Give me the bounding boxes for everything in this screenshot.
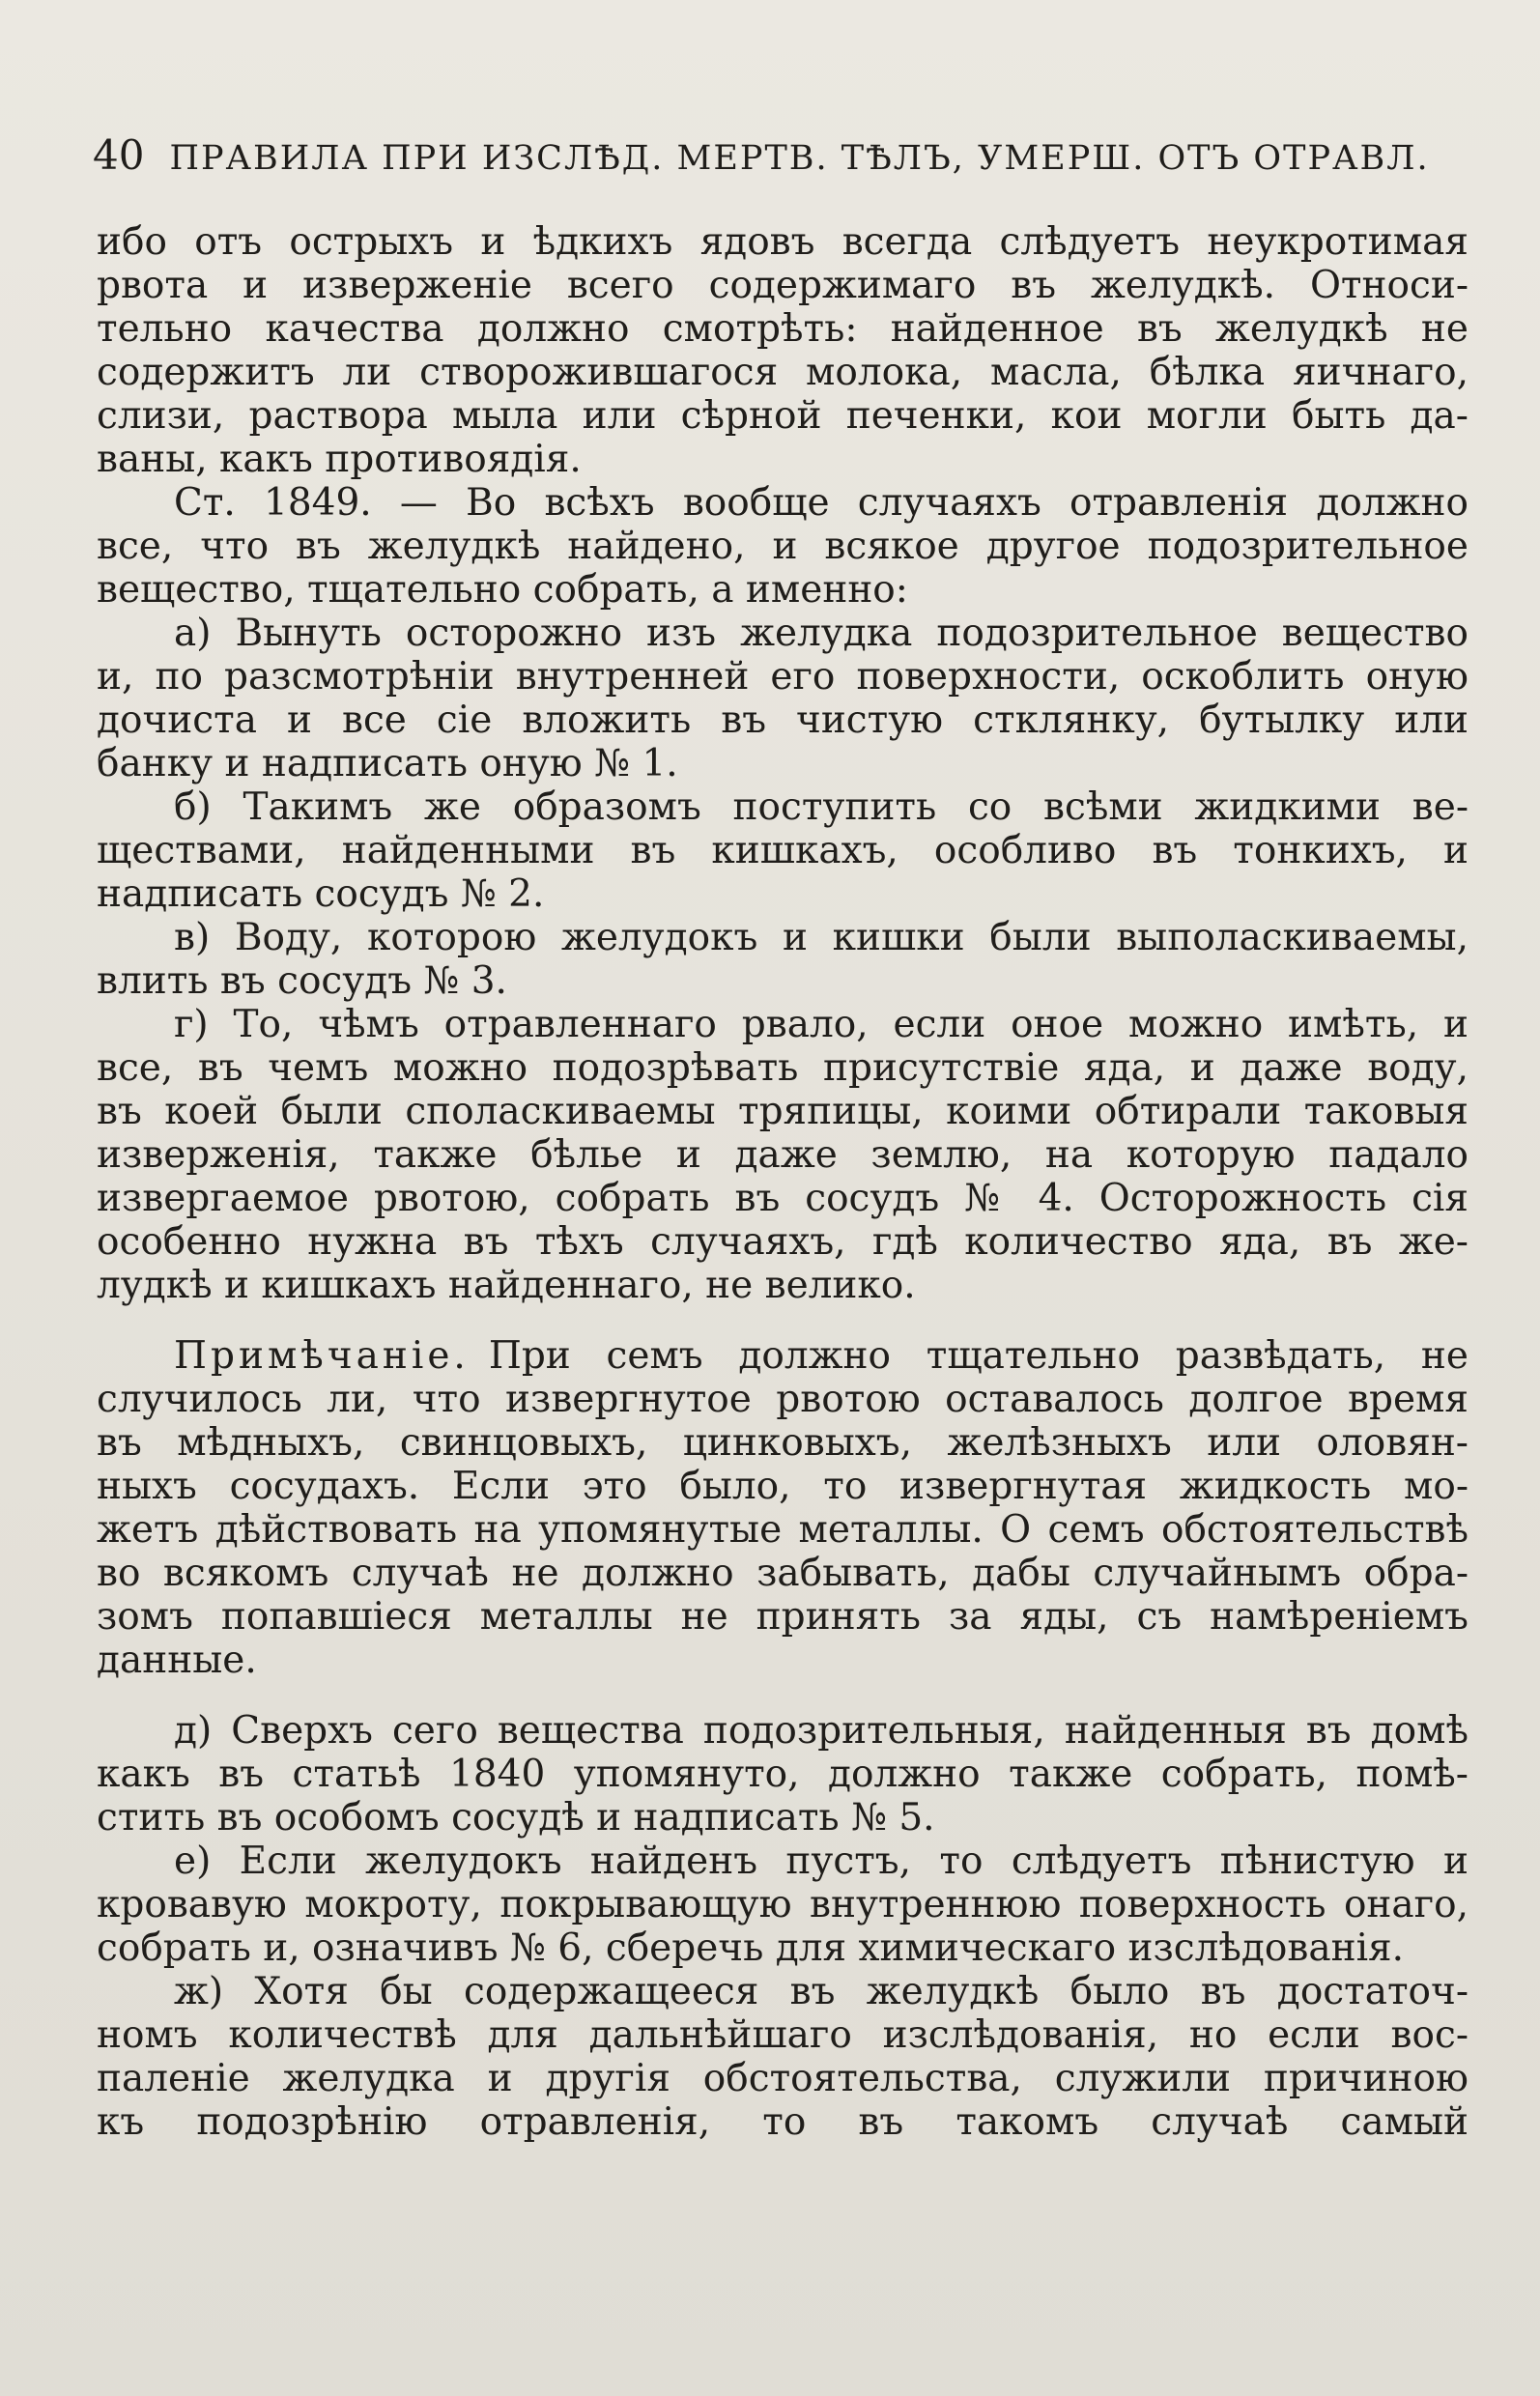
page-number: 40 — [93, 131, 145, 179]
text-line: г) То, чѣмъ отравленнаго рвало, если оное можно имѣть, и — [174, 1003, 1469, 1046]
text-line: б) Такимъ же образомъ поступить со всѣми жидкими ве- — [174, 785, 1469, 829]
text-line: дочиста и все сіе вложить въ чистую стклянку, бутылку или — [97, 699, 1469, 742]
text-line: слизи, раствора мыла или сѣрной печенки, кои могли быть да- — [97, 394, 1469, 438]
text-line: все, что въ желудкѣ найдено, и всякое другое подозрительное — [97, 525, 1469, 568]
text-line: все, въ чемъ можно подозрѣвать присутствіе яда, и даже воду, — [97, 1046, 1469, 1090]
text-line: а) Вынуть осторожно изъ желудка подозрительное вещество — [174, 612, 1469, 655]
text-line: рвота и изверженіе всего содержимаго въ желудкѣ. Относи- — [97, 264, 1469, 307]
text-line: ж) Хотя бы содержащееся въ желудкѣ было въ достаточ- — [174, 1970, 1469, 2013]
text-line: собрать и, означивъ № 6, сберечь для химическаго изслѣдованія. — [97, 1926, 1405, 1970]
note-line: случилось ли, что извергнутое рвотою оставалось долгое время — [97, 1378, 1469, 1421]
note-line: зомъ попавшіеся металлы не принять за яды, съ намѣреніемъ — [97, 1595, 1469, 1639]
text-line: изверженія, также бѣлье и даже землю, на которую падало — [97, 1133, 1469, 1177]
spacer — [97, 1682, 1469, 1709]
text-line: особенно нужна въ тѣхъ случаяхъ, гдѣ количество яда, въ же- — [97, 1220, 1469, 1264]
note-line: въ мѣдныхъ, свинцовыхъ, цинковыхъ, желѣзныхъ или оловян- — [97, 1421, 1469, 1465]
text-line: и, по разсмотрѣніи внутренней его поверхности, оскоблить оную — [97, 655, 1469, 699]
note-line: При семъ должно тщательно развѣдать, не — [488, 1334, 1469, 1378]
text-line: въ коей были споласкиваемы тряпицы, коими обтирали таковыя — [97, 1090, 1469, 1133]
text-line: лудкѣ и кишкахъ найденнаго, не велико. — [97, 1264, 916, 1307]
running-title: ПРАВИЛА ПРИ ИЗСЛѢД. МЕРТВ. ТѢЛЪ, УМЕРШ. ОТЪ ОТРАВЛ. — [169, 139, 1430, 178]
note-line: ныхъ сосудахъ. Если это было, то извергнутая жидкость мо- — [97, 1465, 1469, 1508]
text-line: ваны, какъ противоядія. — [97, 438, 582, 481]
text-line: надписать сосудъ № 2. — [97, 872, 545, 916]
text-line: кровавую мокроту, покрывающую внутреннюю поверхность онаго, — [97, 1883, 1469, 1926]
note-line: данные. — [97, 1639, 257, 1682]
text-line: ществами, найденными въ кишкахъ, особливо въ тонкихъ, и — [97, 829, 1469, 872]
text-line: банку и надписать оную № 1. — [97, 742, 678, 785]
text-line: в) Воду, которою желудокъ и кишки были выполаскиваемы, — [174, 916, 1469, 959]
text-line: къ подозрѣнію отравленія, то въ такомъ случаѣ самый — [97, 2100, 1469, 2144]
text-line: стить въ особомъ сосудѣ и надписать № 5. — [97, 1796, 935, 1840]
text-line: вещество, тщательно собрать, а именно: — [97, 568, 908, 612]
text-line: ибо отъ острыхъ и ѣдкихъ ядовъ всегда слѣдуетъ неукротимая — [97, 220, 1469, 264]
note-first-line — [97, 1334, 1469, 1378]
note-label: Примѣчаніе. — [174, 1334, 470, 1378]
body-text — [97, 220, 1469, 2144]
text-line: влить въ сосудъ № 3. — [97, 959, 507, 1003]
text-line: е) Если желудокъ найденъ пустъ, то слѣдуетъ пѣнистую и — [174, 1840, 1469, 1883]
text-line: тельно качества должно смотрѣть: найденное въ желудкѣ не — [97, 307, 1469, 351]
running-header — [93, 131, 1465, 189]
spacer — [97, 1307, 1469, 1334]
text-line: д) Сверхъ сего вещества подозрительныя, найденныя въ домѣ — [174, 1709, 1469, 1753]
text-line: паленіе желудка и другія обстоятельства, служили причиною — [97, 2057, 1469, 2100]
text-line: содержитъ ли створожившагося молока, масла, бѣлка яичнаго, — [97, 351, 1469, 394]
text-line: извергаемое рвотою, собрать въ сосудъ № 4. Осторожность сія — [97, 1177, 1469, 1220]
note-line: во всякомъ случаѣ не должно забывать, дабы случайнымъ обра- — [97, 1552, 1469, 1595]
text-line: номъ количествѣ для дальнѣйшаго изслѣдованія, но если вос- — [97, 2013, 1469, 2057]
note-line: жетъ дѣйствовать на упомянутые металлы. О семъ обстоятельствѣ — [97, 1508, 1469, 1552]
text-line: какъ въ статьѣ 1840 упомянуто, должно также собрать, помѣ- — [97, 1753, 1469, 1796]
text-line: Ст. 1849. — Во всѣхъ вообще случаяхъ отравленія должно — [174, 481, 1469, 525]
